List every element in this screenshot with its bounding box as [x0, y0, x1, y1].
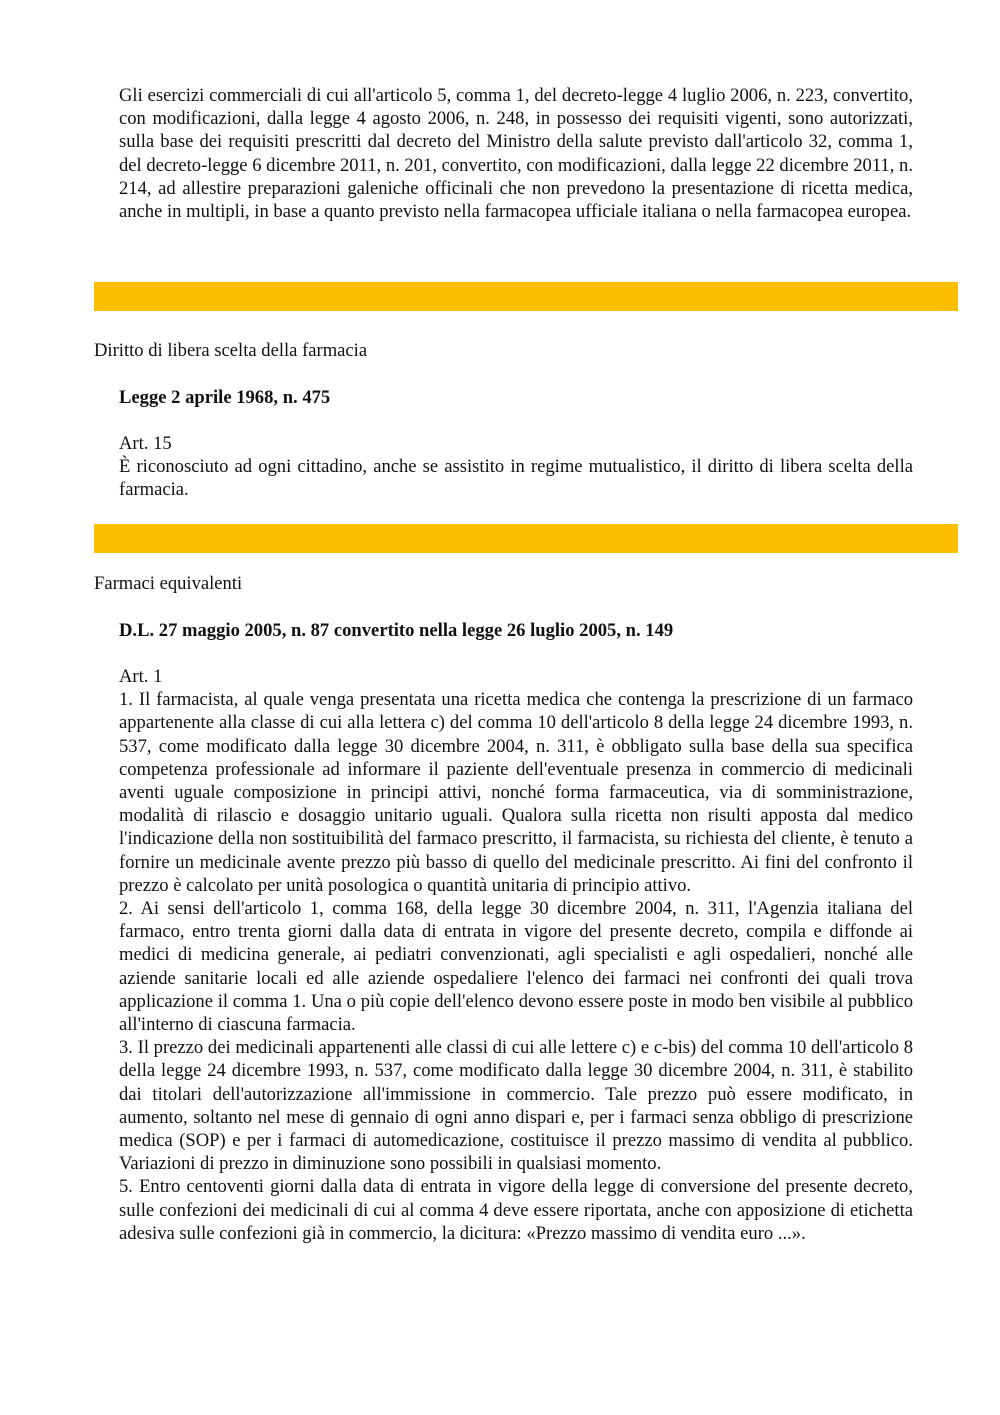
law-title-dl-87: D.L. 27 maggio 2005, n. 87 convertito nella legge 26 luglio 2005, n. 149	[119, 620, 674, 641]
section-title-farmaci-equivalenti: Farmaci equivalenti	[94, 573, 243, 594]
article-paragraph-2: 2. Ai sensi dell'articolo 1, comma 168, della legge 30 dicembre 2004, n. 311, l'Agenzia italiana del farmaco, entro trenta giorni dalla data di entrata in vigore del presente decreto, compila e diffonde ai medici di medicina generale, ai pediatri convenzionati, agli specialisti e agli ospedalieri, nonché alle aziende sanitarie locali ed alle aziende ospedaliere l'elenco dei farmaci nei confronti dei quali trova applicazione il comma 1. Una o più copie dell'elenco devono essere poste in modo ben visibile al pubblico all'interno di ciascuna farmacia.	[119, 898, 913, 1036]
article-paragraph-3: 3. Il prezzo dei medicinali appartenenti alle classi di cui alle lettere c) e c-bis) del comma 10 dell'articolo 8 della legge 24 dicembre 1993, n. 537, come modificato dalla legge 30 dicembre 2004, n. 311, è stabilito dai titolari dell'autorizzazione all'immissione in commercio. Tale prezzo può essere modificato, in aumento, soltanto nel mese di gennaio di ogni anno dispari e, per i farmaci senza obbligo di prescrizione medica (SOP) e per i farmaci di automedicazione, costituisce il prezzo massimo di vendita al pubblico. Variazioni di prezzo in diminuzione sono possibili in qualsiasi momento.	[119, 1037, 913, 1175]
article-label: Art. 15	[119, 433, 172, 454]
section-title-libera-scelta: Diritto di libera scelta della farmacia	[94, 340, 368, 361]
article-15-block	[119, 432, 913, 502]
article-label: Art. 1	[119, 666, 163, 687]
article-paragraph-1: 1. Il farmacista, al quale venga presentata una ricetta medica che contenga la prescrizione di un farmaco appartenente alla classe di cui alla lettera c) del comma 10 dell'articolo 8 della legge 24 dicembre 1993, n. 537, come modificato dalla legge 30 dicembre 2004, n. 311, è obbligato sulla base della sua specifica competenza professionale ad informare il paziente dell'eventuale presenza in commercio di medicinali aventi uguale composizione in principi attivi, nonché forma farmaceutica, via di somministrazione, modalità di rilascio e dosaggio unitario uguali. Qualora sulla ricetta non risulti apposta dal medico l'indicazione della non sostituibilità del farmaco prescritto, il farmacista, su richiesta del cliente, è tenuto a fornire un medicinale avente prezzo più basso di quello del medicinale prescritto. Ai fini del confronto il prezzo è calcolato per unità posologica o quantità unitaria di principio attivo.	[119, 689, 913, 896]
intro-paragraph: Gli esercizi commerciali di cui all'articolo 5, comma 1, del decreto-legge 4 luglio 2006, n. 223, convertito, con modificazioni, dalla legge 4 agosto 2006, n. 248, in possesso dei requisiti vigenti, sono autorizzati, sulla base dei requisiti prescritti dal decreto del Ministro della salute previsto dall'articolo 32, comma 1, del decreto-legge 6 dicembre 2011, n. 201, convertito, con modificazioni, dalla legge 22 dicembre 2011, n. 214, ad allestire preparazioni galeniche officinali che non prevedono la presentazione di ricetta medica, anche in multipli, in base a quanto previsto nella farmacopea ufficiale italiana o nella farmacopea europea.	[119, 85, 913, 223]
law-title-475: Legge 2 aprile 1968, n. 475	[119, 387, 331, 408]
article-text: È riconosciuto ad ogni cittadino, anche se assistito in regime mutualistico, il diritto di libera scelta della farmacia.	[119, 456, 913, 501]
section-separator-bar	[94, 282, 958, 311]
article-1-block	[119, 665, 913, 1245]
section-separator-bar	[94, 524, 958, 553]
intro-block	[119, 84, 913, 223]
article-paragraph-5: 5. Entro centoventi giorni dalla data di entrata in vigore della legge di conversione del presente decreto, sulle confezioni dei medicinali di cui al comma 4 deve essere riportata, anche con apposizione di etichetta adesiva sulle confezioni già in commercio, la dicitura: «Prezzo massimo di vendita euro ...».	[119, 1176, 913, 1244]
